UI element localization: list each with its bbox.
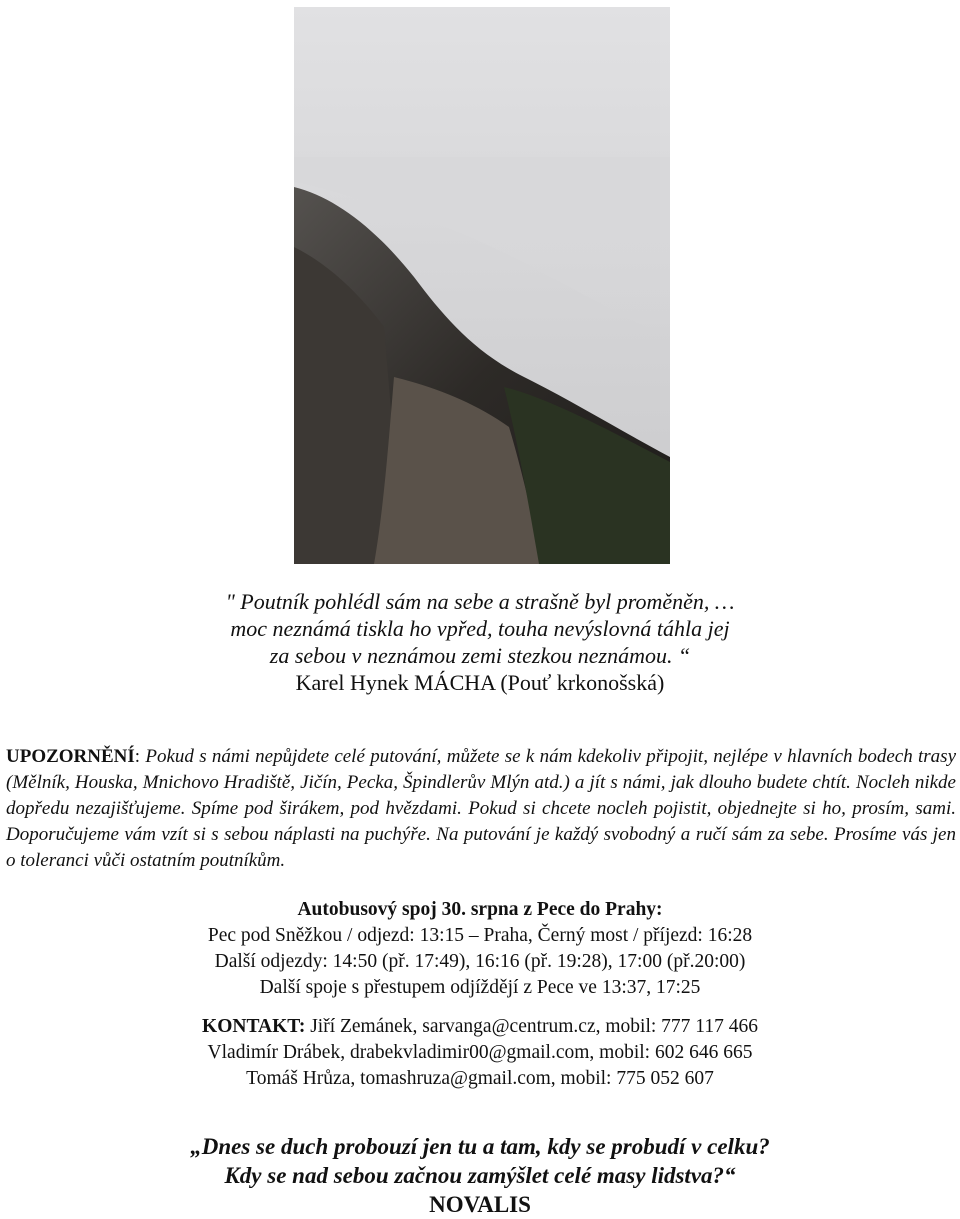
bus-line-1: Pec pod Sněžkou / odjezd: 13:15 – Praha, Černý most / příjezd: 16:28 [207, 925, 753, 946]
bus-line-3: Další spoje s přestupem odjíždějí z Pece ve 13:37, 17:25 [259, 977, 701, 998]
misty-mountain-path-photo [294, 7, 670, 564]
warning-paragraph [6, 744, 956, 874]
quote-author: Karel Hynek MÁCHA (Pouť krkonošská) [295, 670, 665, 695]
poem-quote [0, 588, 960, 696]
warning-text: Pokud s námi nepůjdete celé putování, můžete se k nám kdekoliv připojit, nejlépe v hlavních bodech trasy (Mělník, Houska, Mnichovo Hradiště, Jičín, Pecka, Špindlerův Mlýn atd.) a jít s námi, jak dlouho budete chtít. Nocleh nikde dopředu nezajišťujeme. Spíme pod širákem, pod hvězdami. Pokud si chcete nocleh pojistit, objednejte si ho, prosím, sami. Doporučujeme vám vzít si s sebou náplasti na puchýře. Na putování je každý svobodný a ručí sám za sebe. Prosíme vás jen o toleranci vůči ostatním poutníkům. [6, 746, 956, 871]
closing-quote [0, 1132, 960, 1219]
contact-person-2: Vladimír Drábek, drabekvladimir00@gmail.com, mobil: 602 646 665 [207, 1042, 753, 1063]
closing-line-2: Kdy se nad sebou začnou zamýšlet celé masy lidstva?“ [224, 1163, 736, 1188]
quote-line-2: moc neznámá tiskla ho vpřed, touha nevýslovná táhla jej [230, 616, 730, 641]
contact-line-1 [0, 1014, 960, 1040]
closing-line-1: „Dnes se duch probouzí jen tu a tam, kdy se probudí v celku? [190, 1134, 770, 1159]
quote-line-1: " Poutník pohlédl sám na sebe a strašně byl proměněn, … [225, 589, 735, 614]
warning-colon: : [134, 746, 141, 767]
bus-heading: Autobusový spoj 30. srpna z Pece do Prahy: [297, 899, 663, 920]
contact-info [0, 1014, 960, 1092]
quote-line-3: za sebou v neznámou zemi stezkou neznámou. “ [269, 643, 691, 668]
bus-info [0, 897, 960, 1001]
bus-line-2: Další odjezdy: 14:50 (př. 17:49), 16:16 (př. 19:28), 17:00 (př.20:00) [214, 951, 746, 972]
contact-label: KONTAKT: [202, 1016, 306, 1037]
contact-person-3: Tomáš Hrůza, tomashruza@gmail.com, mobil: 775 052 607 [246, 1068, 714, 1089]
contact-person-1: Jiří Zemánek, sarvanga@centrum.cz, mobil: 777 117 466 [305, 1016, 758, 1037]
closing-signature: NOVALIS [429, 1192, 531, 1217]
warning-label: UPOZORNĚNÍ [6, 746, 135, 767]
